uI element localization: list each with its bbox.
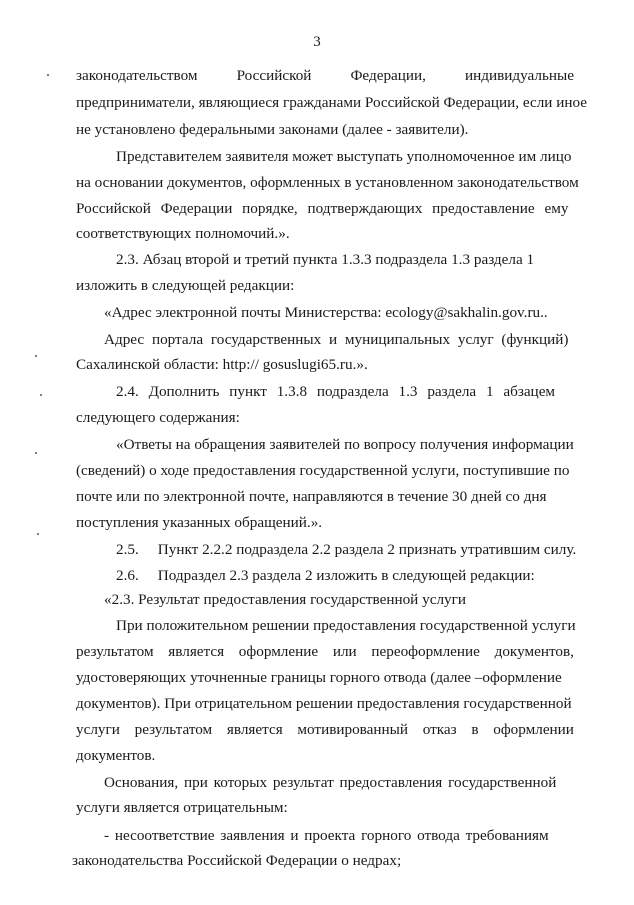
text-line: 2.5. Пункт 2.2.2 подраздела 2.2 раздела 2 признать утратившим силу.: [116, 541, 577, 558]
word: оформлении: [493, 721, 574, 738]
scan-speck: [35, 355, 37, 357]
word: или: [332, 643, 357, 660]
text-line: 2.3. Абзац второй и третий пункта 1.3.3 подраздела 1.3 раздела 1: [116, 251, 535, 268]
text-line: почте или по электронной почте, направляются в течение 30 дней со дня: [76, 488, 547, 505]
text-line: удостоверяющих уточненные границы горного отвода (далее –оформление: [76, 669, 562, 686]
word: индивидуальные: [464, 67, 574, 84]
text-line: [76, 642, 574, 662]
word: мотивированный: [297, 721, 408, 738]
word: Российской: [236, 67, 312, 84]
text-line: Основания, при которых результат предоставления государственной: [104, 774, 557, 791]
word: услуги: [76, 721, 120, 738]
word: является: [226, 721, 283, 738]
scan-speck: [35, 452, 37, 454]
scan-speck: [40, 394, 42, 396]
text-line: [76, 720, 574, 740]
text-line: документов.: [76, 747, 156, 764]
page-number: 3: [313, 34, 321, 50]
text-line: услуги является отрицательным:: [76, 799, 288, 816]
text-line: соответствующих полномочий.».: [76, 225, 290, 242]
text-line: Представителем заявителя может выступать уполномоченное им лицо: [116, 148, 572, 165]
text-line: не установлено федеральными законами (далее - заявители).: [76, 121, 469, 138]
text-line: изложить в следующей редакции:: [76, 277, 295, 294]
text-line: Адрес портала государственных и муниципальных услуг (функций): [104, 331, 569, 348]
text-line: Сахалинской области: http:// gosuslugi65.ru.».: [76, 356, 368, 373]
word: документов,: [494, 643, 574, 660]
word: переоформление: [371, 643, 480, 660]
text-line: - несоответствие заявления и проекта горного отвода требованиям: [104, 827, 549, 844]
text-line: «Адрес электронной почты Министерства: ecology@sakhalin.gov.ru..: [104, 304, 548, 321]
scan-speck: [47, 74, 49, 76]
word: результатом: [134, 721, 213, 738]
text-line: поступления указанных обращений.».: [76, 514, 323, 531]
text-line: 2.4. Дополнить пункт 1.3.8 подраздела 1.3 раздела 1 абзацем: [116, 383, 556, 400]
text-line: на основании документов, оформленных в установленном законодательством: [76, 174, 579, 191]
word: в: [471, 721, 479, 738]
word: отказ: [422, 721, 457, 738]
word: законодательством: [76, 67, 198, 84]
scan-speck: [37, 533, 39, 535]
text-line: «2.3. Результат предоставления государственной услуги: [104, 591, 466, 608]
text-line: (сведений) о ходе предоставления государственной услуги, поступившие по: [76, 462, 570, 479]
text-line: предприниматели, являющиеся гражданами Российской Федерации, если иное: [76, 94, 587, 111]
text-line: [76, 66, 574, 86]
word: результатом: [76, 643, 154, 660]
text-line: 2.6. Подраздел 2.3 раздела 2 изложить в следующей редакции:: [116, 567, 535, 584]
text-line: Российской Федерации порядке, подтверждающих предоставление ему: [76, 200, 569, 217]
text-line: следующего содержания:: [76, 409, 240, 426]
text-line: законодательства Российской Федерации о недрах;: [72, 852, 402, 869]
word: является: [168, 643, 225, 660]
text-line: «Ответы на обращения заявителей по вопросу получения информации: [116, 436, 574, 453]
word: оформление: [238, 643, 319, 660]
word: Федерации,: [350, 67, 426, 84]
text-line: При положительном решении предоставления государственной услуги: [116, 617, 576, 634]
text-line: документов). При отрицательном решении предоставления государственной: [76, 695, 572, 712]
